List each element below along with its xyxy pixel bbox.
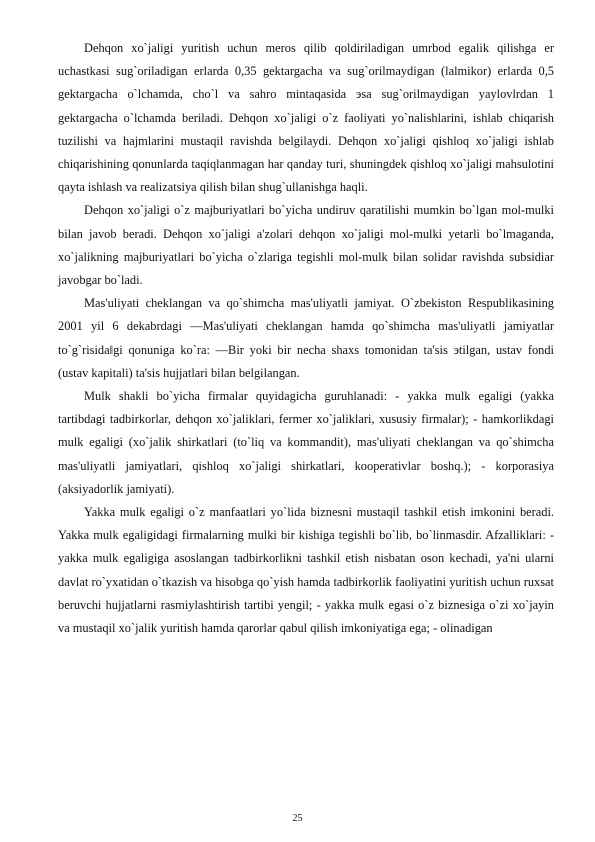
paragraph-llc-definition: Mas'uliyati cheklangan va qo`shimcha mas'uliyatli jamiyat. O`zbekiston Respublikasining 2001 yil 6 dekabrdagi ―Mas'uliyati cheklangan hamda qo`shimcha mas'uliyatli jamiyatlar to`g`risida‖gi qonuniga ko`ra: ―Bir yoki bir necha shaxs tomonidan ta'sis эtilgan, ustav fondi (ustav kapitali) ta'sis hujjatlari bilan belgilangan. — [58, 296, 554, 380]
paragraph-sole-ownership: Yakka mulk egaligi o`z manfaatlari yo`lida biznesni mustaqil tashkil etish imkonini beradi. Yakka mulk egaligidagi firmalarning mulki bir kishiga tegishli bo`lib, bo`linmasdir. Afzalliklari: - yakka mulk egaligiga asoslangan tadbirkorlikni tashkil etish nisbatan oson kechadi, ya'ni ularni davlat ro`yxatidan o`tkazish va hisobga qo`yish hamda tadbirkorlik faoliyatini yuritish uchun ruxsat beruvchi hujjatlarni rasmiylashtirish tartibi yengil; - yakka mulk egasi o`z biznesiga o`zi xo`jayin va mustaqil xo`jalik yuritish hamda qarorlar qabul qilish imkoniyatiga ega; - olinadigan — [58, 505, 554, 636]
page-number: 25 — [292, 813, 303, 824]
paragraph-ownership-forms: Mulk shakli bo`yicha firmalar quyidagicha guruhlanadi: - yakka mulk egaligi (yakka tartibdagi tadbirkorlar, dehqon xo`jaliklari, fermer xo`jaliklari, xususiy firmalar); - hamkorlikdagi mulk egaligi (xo`jalik shirkatlari (to`liq va kommandit), mas'uliyati cheklangan va qo`shimcha mas'uliyatli jamiyatlari, qishloq xo`jaligi shirkatlari, kooperativlar boshq.); - korporasiya (aksiyadorlik jamiyati). — [58, 389, 554, 496]
document-body — [58, 37, 554, 640]
paragraph-dehqon-land: Dehqon xo`jaligi yuritish uchun meros qilib qoldiriladigan umrbod egalik qilishga er uchastkasi sug`oriladigan erlarda 0,35 gektargacha va sug`orilmaydigan (lalmikor) erlarda 0,5 gektargacha o`lchamda, cho`l va sahro mintaqasida эsa sug`orilmaydigan yaylovlrdan 1 gektargacha o`lchamda beriladi. Dehqon xo`jaligi o`z faoliyati yo`nalishlarini, ishlab chiqarish tuzilishi va hajmlarini mustaqil ravishda belgilaydi. Dehqon xo`jaligi qishloq xo`jaligi ishlab chiqarishining qonunlarda taqiqlanmagan har qanday turi, shuningdek qishloq xo`jaligi mahsulotini qayta ishlash va realizatsiya qilish bilan shug`ullanishga haqli. — [58, 41, 554, 195]
paragraph-dehqon-liability: Dehqon xo`jaligi o`z majburiyatlari bo`yicha undiruv qaratilishi mumkin bo`lgan mol-mulki bilan javob beradi. Dehqon xo`jaligi a'zolari dehqon xo`jaligi mol-mulki yetarli bo`lmaganda, xo`jalikning majburiyatlari bo`yicha o`zlariga tegishli mol-mulk bilan solidar ravishda subsidiar javobgar bo`ladi. — [58, 203, 554, 288]
